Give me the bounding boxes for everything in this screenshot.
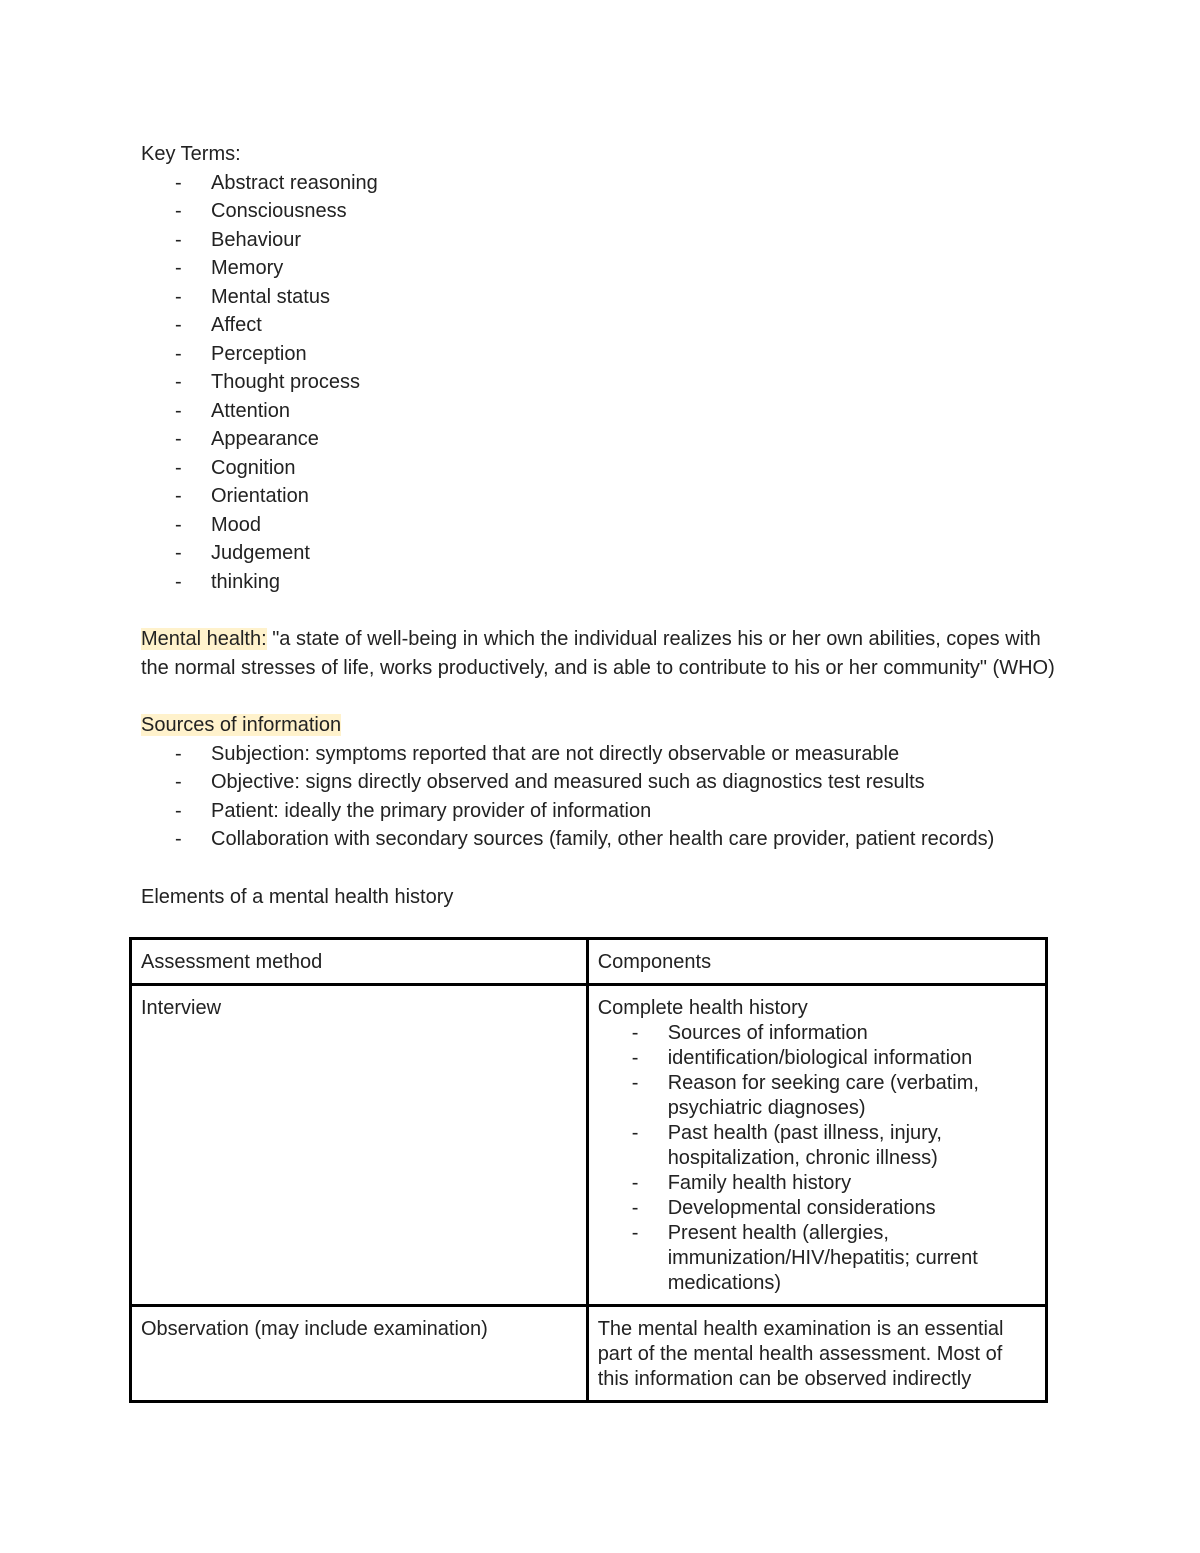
- dash-bullet: -: [631, 1072, 639, 1094]
- list-item: - Objective: signs directly observed and measured such as diagnostics test results: [141, 768, 1071, 797]
- components-cell: The mental health examination is an essential part of the mental health assessment. Most of this information can be observed indirectly: [587, 1306, 1046, 1402]
- list-item: - identification/biological information: [631, 1047, 973, 1069]
- list-item: - Judgement: [141, 539, 1071, 568]
- sources-list: [141, 740, 1071, 854]
- table-title: Elements of a mental health history: [141, 885, 454, 908]
- list-item: - Family health history: [631, 1172, 852, 1194]
- dash-bullet: -: [175, 799, 182, 822]
- dash-bullet: -: [175, 456, 182, 479]
- list-item: - Cognition: [141, 454, 1071, 483]
- mental-health-history-table: [129, 937, 1048, 1403]
- dash-bullet: -: [175, 485, 182, 507]
- document-page: [141, 140, 1071, 911]
- list-item: - Behaviour: [141, 226, 1071, 255]
- list-item: - Perception: [141, 340, 1071, 369]
- list-item: - Appearance: [141, 425, 1071, 454]
- list-item: - Reason for seeking care (verbatim, psychiatric diagnoses): [631, 1072, 979, 1119]
- components-cell: [587, 985, 1046, 1306]
- list-item: - Mental status: [141, 283, 1071, 312]
- dash-bullet: -: [175, 228, 182, 251]
- header-assessment-method: Assessment method: [131, 939, 588, 985]
- list-item: - Affect: [141, 311, 1071, 340]
- dash-bullet: -: [175, 342, 182, 365]
- method-cell: Interview: [131, 985, 588, 1306]
- mental-health-text: "a state of well-being in which the individual realizes his or her own abilities, copes with the normal stresses of life, works productively, and is able to contribute to his or her community" (WHO): [141, 628, 1055, 679]
- dash-bullet: -: [175, 257, 182, 279]
- sources-heading: Sources of information: [141, 714, 342, 736]
- table-row: [131, 1306, 1047, 1402]
- dash-bullet: -: [175, 570, 182, 593]
- list-item: - Orientation: [141, 482, 1071, 511]
- dash-bullet: -: [175, 314, 182, 336]
- dash-bullet: -: [175, 428, 182, 450]
- dash-bullet: -: [175, 200, 182, 222]
- list-item: - Consciousness: [141, 197, 1071, 226]
- dash-bullet: -: [175, 513, 182, 536]
- dash-bullet: -: [175, 542, 182, 564]
- dash-bullet: -: [175, 285, 182, 308]
- dash-bullet: -: [175, 742, 182, 765]
- table-row: [131, 985, 1047, 1306]
- mental-health-label: Mental health:: [141, 628, 267, 650]
- list-item: - Collaboration with secondary sources (family, other health care provider, patient records): [141, 825, 1071, 854]
- dash-bullet: -: [631, 1022, 639, 1044]
- list-item: - Thought process: [141, 368, 1071, 397]
- list-item: - Subjection: symptoms reported that are not directly observable or measurable: [141, 740, 1071, 769]
- list-item: - Present health (allergies, immunization/HIV/hepatitis; current medications): [631, 1222, 978, 1294]
- table-header-row: [131, 939, 1047, 985]
- dash-bullet: -: [175, 399, 182, 422]
- header-components: Components: [587, 939, 1046, 985]
- method-cell: Observation (may include examination): [131, 1306, 588, 1402]
- list-item: - Memory: [141, 254, 1071, 283]
- list-item: - Mood: [141, 511, 1071, 540]
- dash-bullet: -: [631, 1197, 639, 1219]
- list-item: - Developmental considerations: [631, 1197, 936, 1219]
- key-terms-list: [141, 169, 1071, 597]
- dash-bullet: -: [175, 828, 182, 850]
- dash-bullet: -: [631, 1122, 639, 1144]
- list-item: - Abstract reasoning: [141, 169, 1071, 198]
- dash-bullet: -: [631, 1222, 639, 1244]
- list-item: - thinking: [141, 568, 1071, 597]
- dash-bullet: -: [631, 1047, 639, 1069]
- list-item: - Sources of information: [631, 1022, 868, 1044]
- mental-health-definition: [141, 625, 1061, 682]
- key-terms-heading: Key Terms:: [141, 143, 241, 165]
- list-item: - Past health (past illness, injury, hospitalization, chronic illness): [631, 1122, 942, 1169]
- dash-bullet: -: [175, 771, 182, 793]
- list-item: - Attention: [141, 397, 1071, 426]
- components-list: [598, 1021, 1036, 1296]
- components-intro: Complete health history: [597, 997, 808, 1019]
- list-item: - Patient: ideally the primary provider of information: [141, 797, 1071, 826]
- dash-bullet: -: [175, 371, 182, 393]
- dash-bullet: -: [631, 1172, 639, 1194]
- dash-bullet: -: [175, 171, 182, 194]
